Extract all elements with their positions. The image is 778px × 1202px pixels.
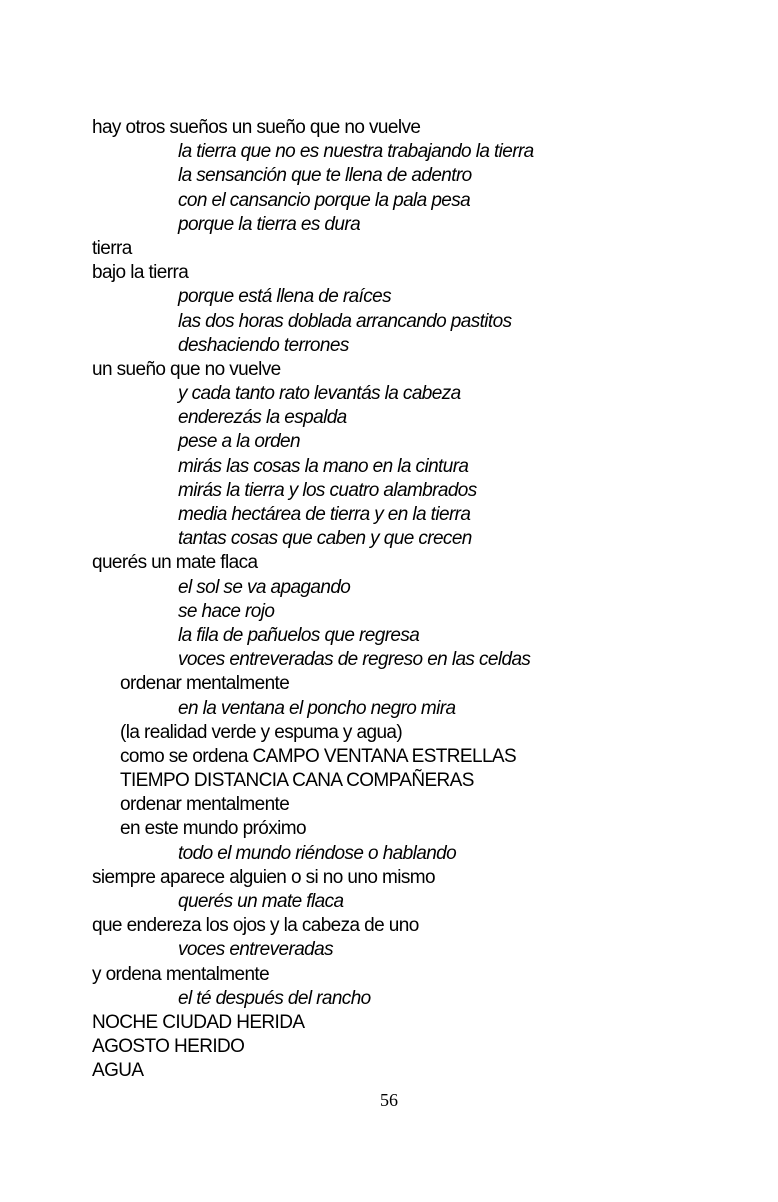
poem-line: NOCHE CIUDAD HERIDA [92,1011,305,1033]
poem-line: tantas cosas que caben y que crecen [178,528,472,550]
poem-line: las dos horas doblada arrancando pastitos [178,310,512,332]
poem-line: que endereza los ojos y la cabeza de uno [92,915,419,937]
poem-line: mirás la tierra y los cuatro alambrados [178,479,477,501]
poem-line: el sol se va apagando [178,576,351,598]
poem-line: pese a la orden [178,431,300,453]
poem-line: TIEMPO DISTANCIA CANA COMPAÑERAS [120,770,474,792]
poem-line: mirás las cosas la mano en la cintura [178,455,469,477]
poem-line: enderezás la espalda [178,407,347,429]
poem-line: la sensanción que te llena de adentro [178,165,472,187]
poem-line: en este mundo próximo [120,818,306,840]
poem-line: voces entreveradas de regreso en las celdas [178,649,531,671]
poem-line: tierra [92,237,132,259]
poem-line: porque la tierra es dura [178,213,361,235]
poem-line: deshaciendo terrones [178,334,349,356]
poem-line: la fila de pañuelos que regresa [178,624,420,646]
poem-line: y cada tanto rato levantás la cabeza [178,383,461,405]
poem-line: voces entreveradas [178,939,334,961]
poem-line: porque está llena de raíces [178,286,392,308]
poem-line: media hectárea de tierra y en la tierra [178,504,471,525]
poem-line: AGOSTO HERIDO [92,1036,245,1058]
poem-line: querés un mate flaca [92,552,258,574]
poem-line: se hace rojo [178,600,275,622]
poem-line: hay otros sueños un sueño que no vuelve [92,117,421,138]
poem-line: la tierra que no es nuestra trabajando la tierra [178,141,534,163]
poem-line: AGUA [92,1060,144,1082]
poem-line: ordenar mentalmente [120,673,290,695]
poem-line: siempre aparece alguien o si no uno mismo [92,866,435,888]
poem-body [92,116,732,1084]
poem-line: como se ordena CAMPO VENTANA ESTRELLAS [120,745,517,767]
page-number: 56 [380,1090,398,1110]
poem-line: un sueño que no vuelve [92,358,281,380]
poem-line: todo el mundo riéndose o hablando [178,842,457,864]
poem-line: el té después del rancho [178,987,371,1009]
poem-line: en la ventana el poncho negro mira [178,697,456,719]
poem-line: querés un mate flaca [178,891,344,912]
poem-line: y ordena mentalmente [92,963,270,985]
poem-line: con el cansancio porque la pala pesa [178,189,471,211]
poem-line: (la realidad verde y espuma y agua) [120,721,403,743]
poem-line: ordenar mentalmente [120,794,290,816]
poem-line: bajo la tierra [92,262,189,284]
